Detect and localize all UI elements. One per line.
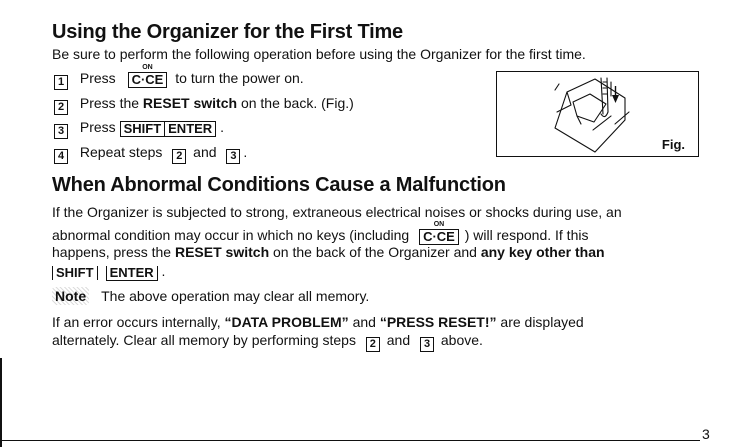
step-ref-3b: 3 <box>420 337 434 352</box>
key-on-marker-inline: ON <box>433 221 445 228</box>
enter-key-label-2: ENTER <box>106 266 158 281</box>
left-edge-bar <box>0 358 2 447</box>
figure-box <box>496 71 699 157</box>
press-reset-text: “PRESS RESET!” <box>379 314 497 330</box>
section-title-malfunction: When Abnormal Conditions Cause a Malfunction <box>52 174 506 196</box>
para2-line1-text: If an error occurs internally, <box>52 314 221 330</box>
para2-line2-and: and <box>386 332 411 348</box>
step-1 <box>54 64 304 90</box>
step-1-post: to turn the power on. <box>175 70 304 86</box>
cce-key-text: C·CE <box>131 72 164 87</box>
reset-switch-text-2: RESET switch <box>174 244 270 260</box>
para1-line4 <box>52 262 165 281</box>
enter-key-label: ENTER <box>165 121 216 137</box>
step-ref-3: 3 <box>226 149 240 164</box>
para1-line4-post: . <box>161 263 166 279</box>
step-3-post: . <box>220 119 224 135</box>
note-text: The above operation may clear all memory. <box>101 288 370 304</box>
data-problem-text: “DATA PROBLEM” <box>224 314 349 330</box>
para1-line3 <box>52 243 605 261</box>
cce-key-label <box>128 64 168 88</box>
step-number-2: 2 <box>54 100 68 115</box>
para2-line1 <box>52 313 584 331</box>
any-key-text: any key other than <box>480 244 605 260</box>
step-4-post: . <box>243 144 248 160</box>
step-number-3: 3 <box>54 124 68 139</box>
para2-line1-and: and <box>352 314 376 330</box>
step-2-post: on the back. (Fig.) <box>240 95 354 111</box>
shift-key-label: SHIFT <box>120 121 166 137</box>
section-title-first-time: Using the Organizer for the First Time <box>52 21 403 43</box>
step-2-pre: Press the <box>79 95 140 111</box>
step-1-pre: Press <box>79 70 116 86</box>
note-line <box>52 287 369 305</box>
step-ref-2: 2 <box>172 149 186 164</box>
page-number: 3 <box>702 426 710 442</box>
shift-key-label-2: SHIFT <box>52 266 98 280</box>
cce-key-inline-text: C·CE <box>423 229 455 244</box>
step-4-pre: Repeat steps <box>79 144 163 160</box>
reset-switch-text: RESET switch <box>142 95 238 111</box>
para1-line3-mid: on the back of the Organizer and <box>273 244 477 260</box>
bottom-rule <box>0 440 700 441</box>
para2-line2 <box>52 331 483 352</box>
figure-label: Fig. <box>661 137 685 152</box>
para2-line2-tail: above. <box>440 332 483 348</box>
step-2 <box>54 94 354 115</box>
step-3 <box>54 118 224 139</box>
para1-line3-text: happens, press the <box>52 244 172 260</box>
note-label: Note <box>52 287 89 305</box>
para1-line2-tail: ) will respond. If this <box>464 227 589 243</box>
para2-line2-text: alternately. Clear all memory by performing steps <box>52 332 356 348</box>
para2-line1-tail: are displayed <box>500 314 584 330</box>
para1-line1: If the Organizer is subjected to strong, extraneous electrical noises or shocks during use, an <box>52 204 622 220</box>
intro-text: Be sure to perform the following operation before using the Organizer for the first time. <box>52 46 586 62</box>
para1-line2-text: abnormal condition may occur in which no keys (including <box>52 227 410 243</box>
step-number-1: 1 <box>54 75 68 90</box>
key-on-marker: ON <box>142 64 153 71</box>
step-4 <box>54 143 247 164</box>
step-ref-2b: 2 <box>366 337 380 352</box>
step-4-mid: and <box>193 144 217 160</box>
step-number-4: 4 <box>54 149 68 164</box>
step-3-pre: Press <box>79 119 116 135</box>
